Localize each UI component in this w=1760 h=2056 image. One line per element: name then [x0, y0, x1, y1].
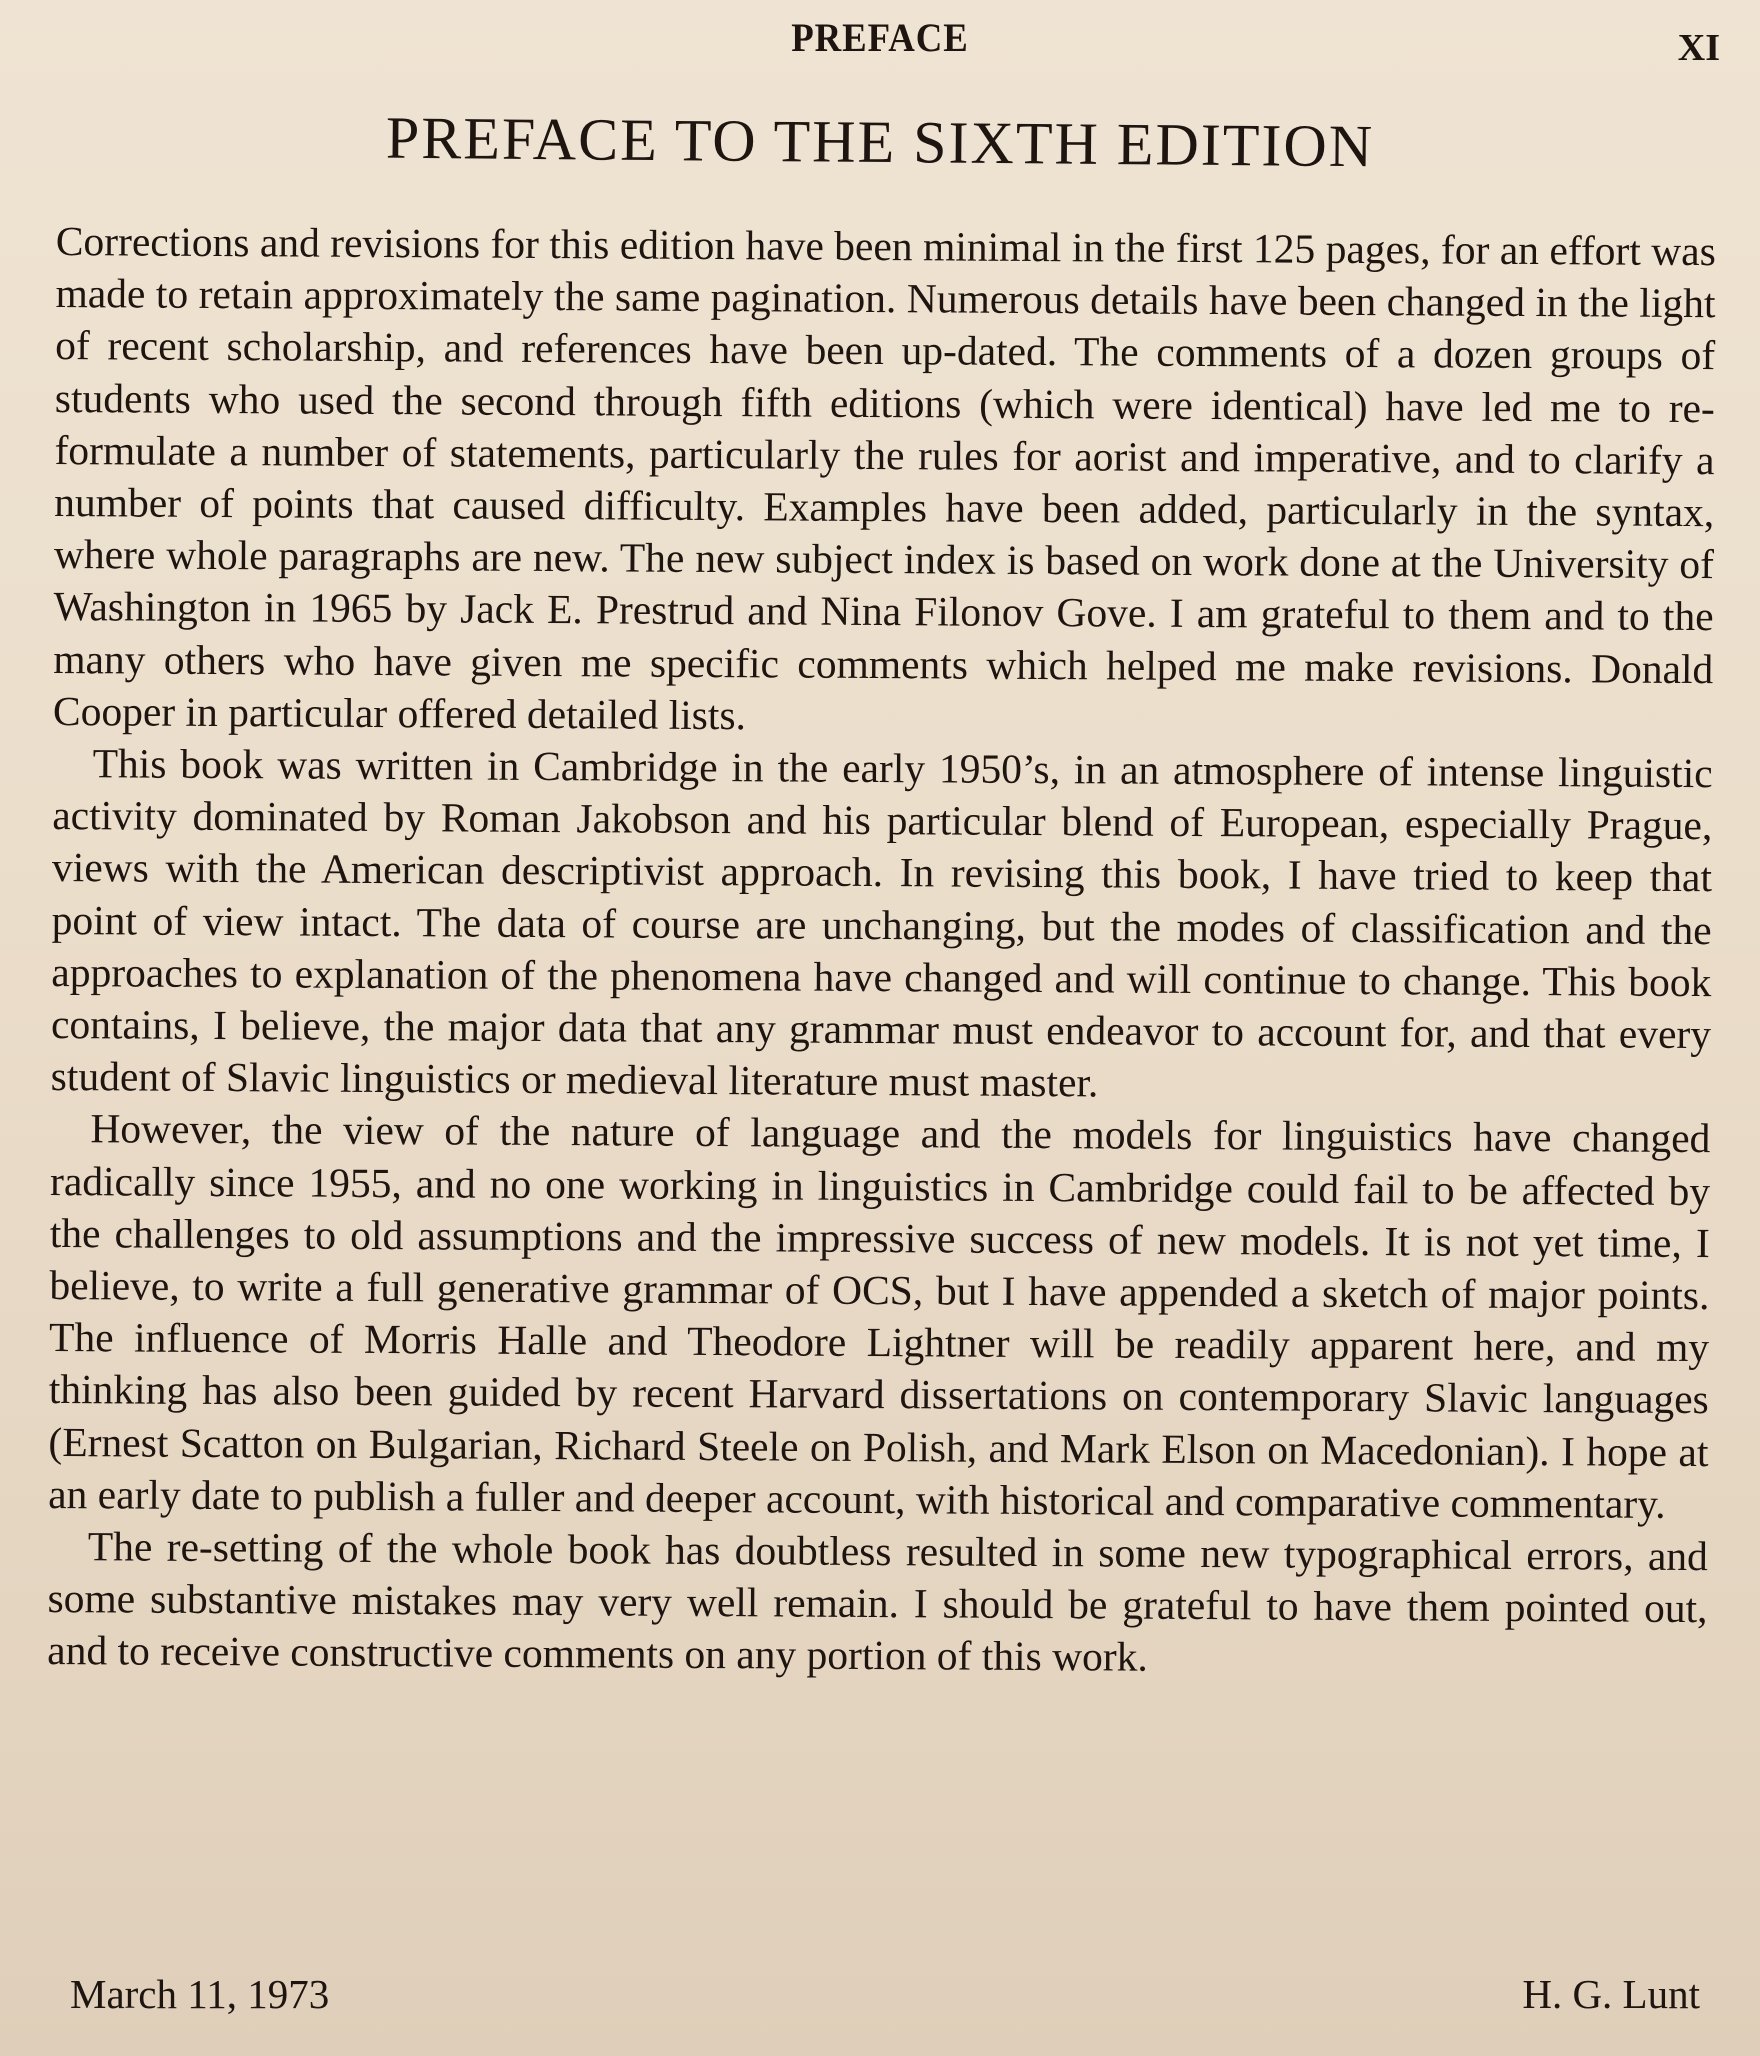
paragraph-2: This book was written in Cambridge in the early 1950’s, in an atmosphere of intense linguistic activity dominated by Roman Jakobson and his particular blend of European, especially Prague, views with the American descriptivist approach. In revising this book, I have tried to keep that point of view intact. The data of course are unchanging, but the modes of classification and the approaches to explanation of the phenomena have changed and will continue to change. This book contains, I believe, the major data that any grammar must endeavor to account for, and that every student of Slavic linguistics or medieval literature must master. [50, 740, 1713, 1106]
page-title: PREFACE TO THE SIXTH EDITION [385, 104, 1375, 180]
signoff-date: March 11, 1973 [70, 1971, 330, 2017]
paragraph-4: The re-setting of the whole book has doubtless resulted in some new typographical errors, and some substantive mistakes may very well remain. I should be grateful to have them pointed out, and to receive constructive comments on any portion of this work. [47, 1523, 1708, 1681]
paragraph-3: However, the view of the nature of language and the models for linguistics have changed radically since 1955, and no one working in linguistics in Cambridge could fail to be affected by the challenges to old assumptions and the impressive success of new models. It is not yet time, I believe, to write a full generative grammar of OCS, but I have appended a sketch of major points. The influence of Morris Halle and Theodore Lightner will be readily apparent here, and my thinking has also been guided by recent Harvard dissertations on contemporary Slavic languages (Ernest Scatton on Bulgarian, Richard Steele on Polish, and Mark Elson on Macedonian). I hope at an early date to publish a fuller and deeper account, with historical and comparative commentary. [48, 1105, 1711, 1527]
running-head: PREFACE [791, 15, 969, 60]
page-number: XI [1677, 27, 1720, 69]
signoff-author: H. G. Lunt [1522, 1971, 1700, 2017]
signoff [70, 1970, 1700, 2018]
paragraph-1: Corrections and revisions for this edition have been minimal in the first 125 pages, for an effort was made to retain approximately the same pagination. Numerous details have been changed in the light of recent scholarship, and references have been up-dated. The comments of a dozen groups of students who used the second through fifth editions (which were identical) have led me to re-formulate a number of statements, particularly the rules for aorist and imperative, and to clarify a number of points that caused difficulty. Examples have been added, particularly in the syntax, where whole paragraphs are new. The new subject index is based on work done at the University of Washington in 1965 by Jack E. Prestrud and Nina Filonov Gove. I am grateful to them and to the many others who have given me specific comments which helped me make revisions. Donald Cooper in particular offered detailed lists. [52, 217, 1716, 739]
preface-body [47, 215, 1716, 1687]
